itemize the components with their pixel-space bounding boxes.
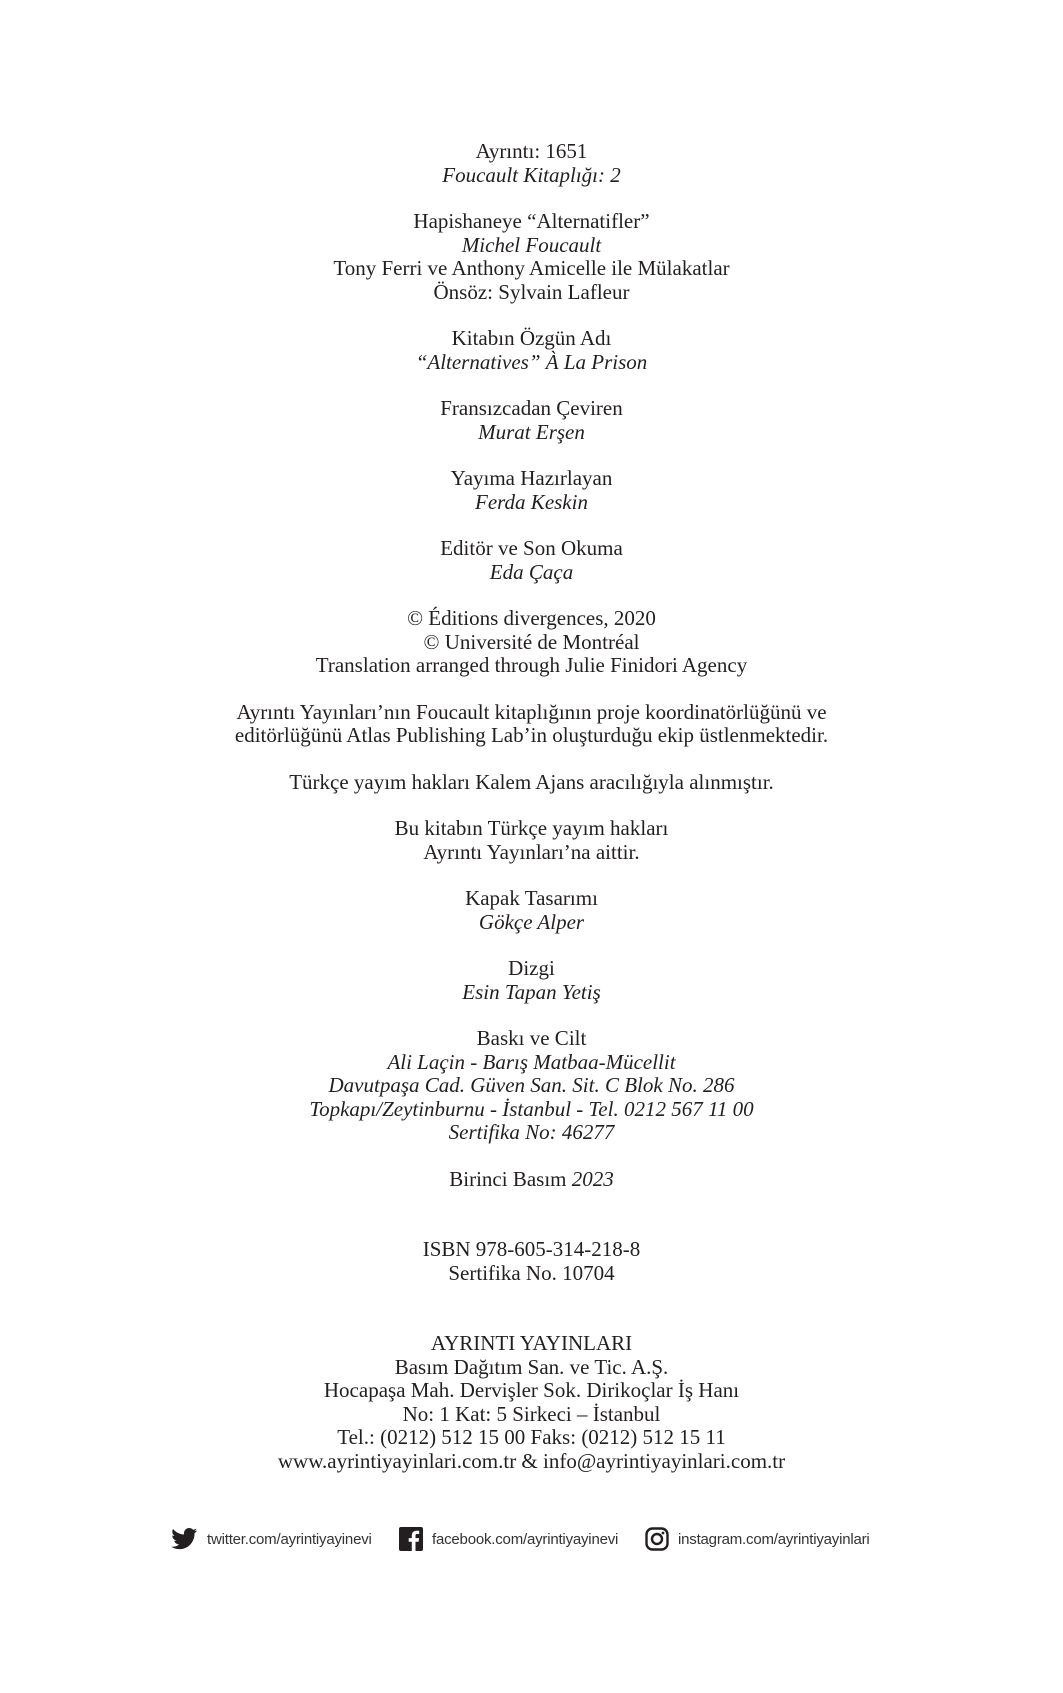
typesetting-label: Dizgi [508, 956, 555, 980]
edition-line [0, 1168, 1063, 1192]
coordination-line-2: editörlüğünü Atlas Publishing Lab’in oluşturduğu ekip üstlenmektedir. [234, 723, 829, 747]
copyright-line-3: Translation arranged through Julie Finidori Agency [315, 653, 748, 677]
book-foreword: Önsöz: Sylvain Lafleur [433, 279, 630, 304]
book-subtitle: Tony Ferri ve Anthony Amicelle ile Mülakatlar [333, 256, 730, 280]
instagram-icon [645, 1527, 669, 1551]
isbn-block [0, 1238, 1063, 1285]
publisher-name: AYRINTI YAYINLARI [430, 1331, 633, 1355]
isbn-certificate: Sertifika No. 10704 [448, 1260, 615, 1285]
series-info [0, 140, 1063, 187]
rights-owner-line-2: Ayrıntı Yayınları’na aittir. [423, 839, 640, 864]
translator-name: Murat Erşen [478, 419, 585, 444]
publisher-block [0, 1332, 1063, 1473]
printer-name: Ali Laçin - Barış Matbaa-Mücellit [387, 1049, 676, 1074]
publisher-address-2: No: 1 Kat: 5 Sirkeci – İstanbul [402, 1401, 661, 1426]
publisher-number: Ayrıntı: 1651 [475, 139, 588, 163]
publisher-phone-fax: Tel.: (0212) 512 15 00 Faks: (0212) 512 15 11 [337, 1425, 726, 1449]
coordination-line-1: Ayrıntı Yayınları’nın Foucault kitaplığının proje koordinatörlüğünü ve [236, 699, 827, 724]
printer-address: Davutpaşa Cad. Güven San. Sit. C Blok No. 286 [328, 1073, 735, 1097]
rights-owner-line-1: Bu kitabın Türkçe yayım hakları [394, 816, 669, 840]
twitter-bird-icon [171, 1528, 198, 1550]
editor-label: Editör ve Son Okuma [440, 536, 623, 560]
translator-label: Fransızcadan Çeviren [440, 396, 623, 420]
facebook-handle: facebook.com/ayrintiyayinevi [432, 1530, 619, 1548]
printer-location-phone: Topkapı/Zeytinburnu - İstanbul - Tel. 0212 567 11 00 [309, 1096, 754, 1121]
library-number: Foucault Kitaplığı: 2 [442, 162, 621, 187]
rights-agency-text: Türkçe yayım hakları Kalem Ajans aracılığıyla alınmıştır. [289, 769, 774, 794]
printer-certificate: Sertifika No: 46277 [448, 1120, 615, 1144]
publisher-company: Basım Dağıtım San. ve Tic. A.Ş. [394, 1354, 669, 1379]
editor [0, 537, 1063, 584]
twitter-link[interactable] [171, 1523, 372, 1555]
book-author: Michel Foucault [461, 232, 602, 257]
facebook-link[interactable] [399, 1523, 618, 1555]
copyright [0, 607, 1063, 678]
copyright-line-1: © Éditions divergences, 2020 [407, 606, 656, 630]
isbn: ISBN 978-605-314-218-8 [422, 1237, 641, 1261]
publisher-address: Hocapaşa Mah. Dervişler Sok. Dirikoçlar İş Hanı [323, 1378, 740, 1402]
translator [0, 397, 1063, 444]
copyright-line-2: © Université de Montréal [423, 629, 640, 654]
original-title-label: Kitabın Özgün Adı [451, 326, 612, 350]
typesetter-name: Esin Tapan Yetiş [462, 979, 601, 1004]
facebook-icon [399, 1527, 423, 1551]
editor-name: Eda Çaça [489, 559, 574, 584]
colophon-text [0, 140, 1063, 1496]
cover-designer-name: Gökçe Alper [478, 909, 585, 934]
original-title [0, 327, 1063, 374]
edition-year: 2023 [571, 1166, 614, 1191]
edition [0, 1168, 1063, 1192]
original-title-value: “Alternatives” À La Prison [415, 349, 648, 374]
prepared-by-name: Ferda Keskin [475, 489, 588, 514]
instagram-handle: instagram.com/ayrintiyayinlari [678, 1530, 870, 1548]
rights-agency [0, 771, 1063, 795]
prepared-by [0, 467, 1063, 514]
book-title: Hapishaneye “Alternatifler” [413, 209, 650, 233]
title-block [0, 210, 1063, 304]
rights-owner [0, 817, 1063, 864]
coordination-note [0, 701, 1063, 748]
cover-design [0, 887, 1063, 934]
printing-label: Baskı ve Cilt [476, 1026, 587, 1050]
printing [0, 1027, 1063, 1145]
publisher-web-email: www.ayrintiyayinlari.com.tr & info@ayrintiyayinlari.com.tr [277, 1448, 786, 1473]
typesetting [0, 957, 1063, 1004]
twitter-handle: twitter.com/ayrintiyayinevi [207, 1530, 372, 1548]
prepared-by-label: Yayıma Hazırlayan [450, 466, 613, 490]
edition-label: Birinci Basım [449, 1166, 567, 1191]
cover-design-label: Kapak Tasarımı [465, 886, 598, 910]
instagram-link[interactable] [645, 1523, 870, 1555]
social-links [0, 1523, 1063, 1555]
